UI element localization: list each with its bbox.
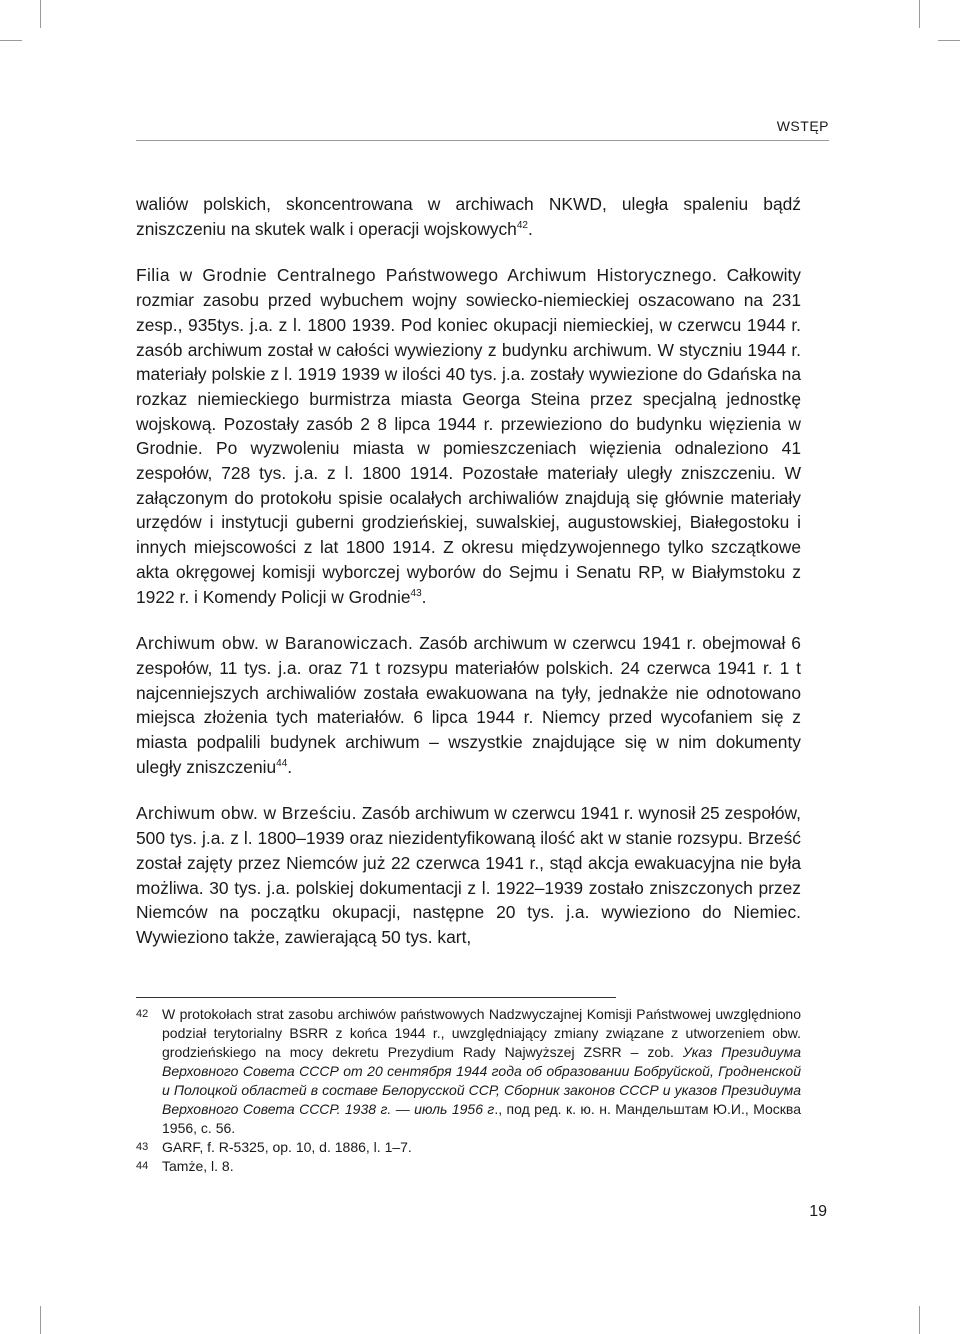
- footnote: 42 W protokołach strat zasobu archiwów państwowych Nadzwyczajnej Komisji Państwowej uwzględniono podział terytorialny BSRR z końca 1944 r., uwzględniający zmiany związane z utworzeniem obw. grodzieńskiego na mocy dekretu Prezydium Rady Najwyższej ZSRR – zob. Указ Президиума Верховного Совета СССР от 20 сентября 1944 года об образовании Бобруйской, Гродненской и Полоцкой областей в составе Белорусской ССР, Сборник законов СССР и указов Президиума Верховного Совета СССР. 1938 г. — июль 1956 г., под ред. к. ю. н. Мандельштам Ю.И., Москва 1956, с. 56.: [136, 1006, 801, 1136]
- body-text: [136, 192, 801, 950]
- section-heading: Archiwum obw. w Brześciu.: [136, 803, 357, 824]
- page-number: 19: [809, 1203, 827, 1220]
- footnote-divider: [136, 997, 616, 998]
- section-heading: Filia w Grodnie Centralnego Państwowego Archiwum Historycznego.: [136, 265, 718, 286]
- crop-mark: [0, 40, 22, 41]
- running-header: [136, 118, 829, 141]
- footnote-ref[interactable]: 42: [516, 219, 528, 231]
- paragraph: Archiwum obw. w Baranowiczach. Zasób archiwum w czerwcu 1941 r. obejmował 6 zespołów, 11 tys. j.a. oraz 71 t rozsypu materiałów polskich. 24 czerwca 1941 r. 1 t najcenniejszych archiwaliów została ewakuowana na tyły, jednakże nie odnotowano miejsca złożenia tych materiałów. 6 lipca 1944 r. Niemcy przed wycofaniem się z miasta podpalili budynek archiwum – wszystkie znajdujące się w nim dokumenty uległy zniszczeniu$^{44}$.: [136, 633, 801, 777]
- footnote: 43 GARF, f. R-5325, op. 10, d. 1886, l. 1–7.: [136, 1139, 412, 1155]
- crop-mark: [938, 40, 960, 41]
- crop-mark: [919, 1306, 920, 1334]
- footnote: 44 Tamże, l. 8.: [136, 1158, 234, 1174]
- paragraph: waliów polskich, skoncentrowana w archiwach NKWD, uległa spaleniu bądź zniszczeniu na skutek walk i operacji wojskowych$^{42}$.: [136, 194, 801, 239]
- footnote-number: 44: [136, 1160, 149, 1172]
- footnotes: [136, 1005, 801, 1176]
- footnote-ref[interactable]: 43: [410, 587, 422, 599]
- section-heading: Archiwum obw. w Baranowiczach.: [136, 633, 414, 654]
- footnote-number: 43: [136, 1141, 149, 1153]
- crop-mark: [40, 1306, 41, 1334]
- paragraph: Archiwum obw. w Brześciu. Zasób archiwum w czerwcu 1941 r. wynosił 25 zespołów, 500 tys. j.a. z l. 1800–1939 oraz niezidentyfikowaną ilość akt w stanie rozsypu. Brześć został zajęty przez Niemców już 22 czerwca 1941 r., stąd akcja ewakuacyjna nie była możliwa. 30 tys. j.a. polskiej dokumentacji z l. 1922–1939 zostało zniszczonych przez Niemców na początku okupacji, następne 20 tys. j.a. wywieziono do Niemiec. Wywieziono także, zawierającą 50 tys. kart,: [136, 803, 801, 947]
- russian-citation: Указ Президиума Верховного Совета СССР от 20 сентября 1944 года об образовании Бобруйской, Гродненской и Полоцкой областей в составе Белорусской ССР, Сборник законов СССР и указов Президиума Верховного Совета СССР. 1938 г. — июль 1956 г: [162, 1044, 801, 1117]
- footnote-number: 42: [136, 1008, 149, 1020]
- crop-mark: [919, 0, 920, 28]
- section-title: WSTĘP: [776, 118, 829, 134]
- crop-mark: [40, 0, 41, 28]
- footnote-ref[interactable]: 44: [276, 757, 288, 769]
- paragraph: Filia w Grodnie Centralnego Państwowego Archiwum Historycznego. Całkowity rozmiar zasobu przed wybuchem wojny sowiecko-niemieckiej oszacowano na 231 zesp., 935tys. j.a. z l. 1800 1939. Pod koniec okupacji niemieckiej, w czerwcu 1944 r. zasób archiwum został w całości wywieziony z budynku archiwum. W styczniu 1944 r. materiały polskie z l. 1919 1939 w ilości 40 tys. j.a. zostały wywiezione do Gdańska na rozkaz niemieckiego burmistrza miasta Georga Steina przez specjalną jednostkę wojskową. Pozostały zasób 2 8 lipca 1944 r. przewieziono do budynku więzienia w Grodnie. Po wyzwoleniu miasta w pomieszczeniach więzienia odnaleziono 41 zespołów, 728 tys. j.a. z l. 1800 1914. Pozostałe materiały uległy zniszczeniu. W załączonym do protokołu spisie ocalałych archiwaliów znajdują się głównie materiały urzędów i instytucji guberni grodzieńskiej, suwalskiej, augustowskiej, Białegostoku i innych miejscowości z lat 1800 1914. Z okresu międzywojennego tylko szczątkowe akta okręgowej komisji wyborczej wyborów do Sejmu i Senatu RP, w Białymstoku z 1922 r. i Komendy Policji w Grodnie$^{43}$.: [136, 265, 801, 607]
